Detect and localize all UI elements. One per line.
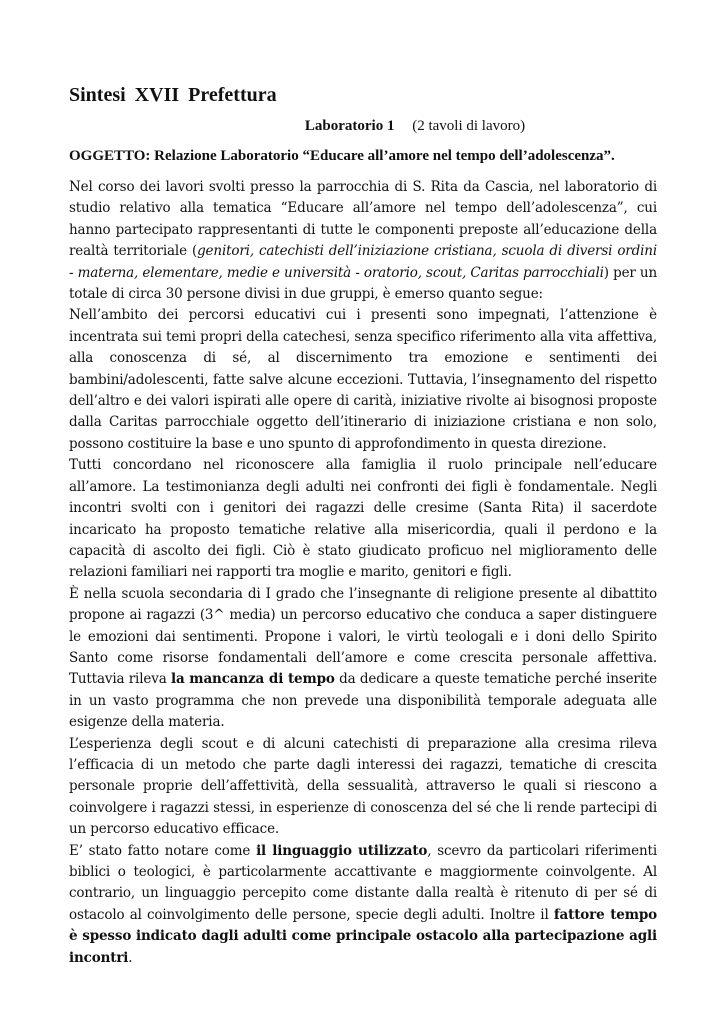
paragraph-1-text-a: Nel corso dei lavori svolti presso la parrocchia di S. Rita da Cascia, nel laboratorio di studio relativo alla tematica “Educare all’amore nel tempo dell’adolescenza”, cui hanno partecipato rappresentanti di tutte le componenti preposte all’educazione della realtà territoriale (: [69, 179, 657, 260]
paragraph-6-text-e: .: [128, 949, 133, 966]
participants-list: genitori, catechisti dell’iniziazione cristiana, scuola di diversi ordini - materna, elementare, medie e università - oratorio, scout, Caritas parrocchiali: [69, 243, 657, 281]
paragraph-4-text-a: È nella scuola secondaria di I grado che l’insegnante di religione presente al dibattito propone ai ragazzi (3^ media) un percorso educativo che conduca a saper distinguere le emozioni dai sentimenti. Propone i valori, le virtù teologali e i doni dello Spirito Santo come risorse fondamentali dell’amore e come crescita personale affettiva. Tuttavia rileva: [69, 585, 657, 688]
document-title: Sintesi XVII Prefettura: [69, 84, 277, 106]
paragraph-3: Tutti concordano nel riconoscere alla famiglia il ruolo principale nell’educare all’amore. La testimonianza degli adulti nei confronti dei figli è fondamentale. Negli incontri svolti con i genitori dei ragazzi delle cresime (Santa Rita) il sacerdote incaricato ha proposto tematiche relative alla misericordia, quali il perdono e la capacità di ascolto dei figli. Ciò è stato giudicato proficuo nel miglioramento delle relazioni familiari nei rapporti tra moglie e marito, genitori e figli.: [69, 457, 657, 581]
paragraph-6: [69, 841, 657, 969]
lab-note: (2 tavoli di lavoro): [412, 118, 526, 134]
paragraph-1: [69, 177, 657, 305]
paragraph-5: L’esperienza degli scout e di alcuni catechisti di preparazione alla cresima rileva l’efficacia di un metodo che parte dagli interessi dei ragazzi, tematiche di crescita personale proprie dell’affettività, della sessualità, attraverso le quali si riescono a coinvolgere i ragazzi stessi, in esperienze di conoscenza del sé che li rende partecipi di un percorso educativo efficace.: [69, 735, 657, 838]
paragraph-4: [69, 584, 657, 734]
emphasis-language: il linguaggio utilizzato: [256, 842, 428, 859]
paragraph-6-text-a: E’ stato fatto notare come: [69, 842, 257, 859]
lab-label: Laboratorio 1: [304, 118, 395, 134]
subject-line: OGGETTO: Relazione Laboratorio “Educare all’amore nel tempo dell’adolescenza”.: [69, 148, 615, 164]
paragraph-6-text-c: , scevro da particolari riferimenti biblici o teologici, è particolarmente accattivante e maggiormente coinvolgente. Al contrario, un linguaggio percepito come distante dalla realtà è ritenuto di per sé di ostacolo al coinvolgimento delle persone, specie degli adulti. Inoltre il: [69, 842, 657, 923]
paragraph-1-text-c: ) per un totale di circa 30 persone divisi in due gruppi, è emerso quanto segue:: [69, 264, 658, 303]
document-body: [69, 177, 657, 969]
paragraph-4-text-c: da dedicare a queste tematiche perché inserite in un vasto programma che non prevede una disponibilità temporale adeguata alle esigenze della materia.: [69, 671, 658, 731]
paragraph-2: Nell’ambito dei percorsi educativi cui i presenti sono impegnati, l’attenzione è incentrata sui temi propri della catechesi, senza specifico riferimento alla vita affettiva, alla conoscenza di sé, al discernimento tra emozione e sentimenti dei bambini/adolescenti, fatte salve alcune eccezioni. Tuttavia, l’insegnamento del rispetto dell’altro e dei valori ispirati alle opere di carità, iniziative rivolte ai bisognosi proposte dalla Caritas parrocchiale oggetto dell’itinerario di iniziazione cristiana e non solo, possono costituire la base e uno spunto di approfondimento in questa direzione.: [69, 307, 657, 452]
emphasis-time-factor: fattore tempo è spesso indicato dagli adulti come principale ostacolo alla partecipazione agli incontri: [69, 906, 657, 966]
emphasis-lack-of-time: la mancanza di tempo: [170, 671, 335, 688]
lab-header: [69, 118, 657, 135]
